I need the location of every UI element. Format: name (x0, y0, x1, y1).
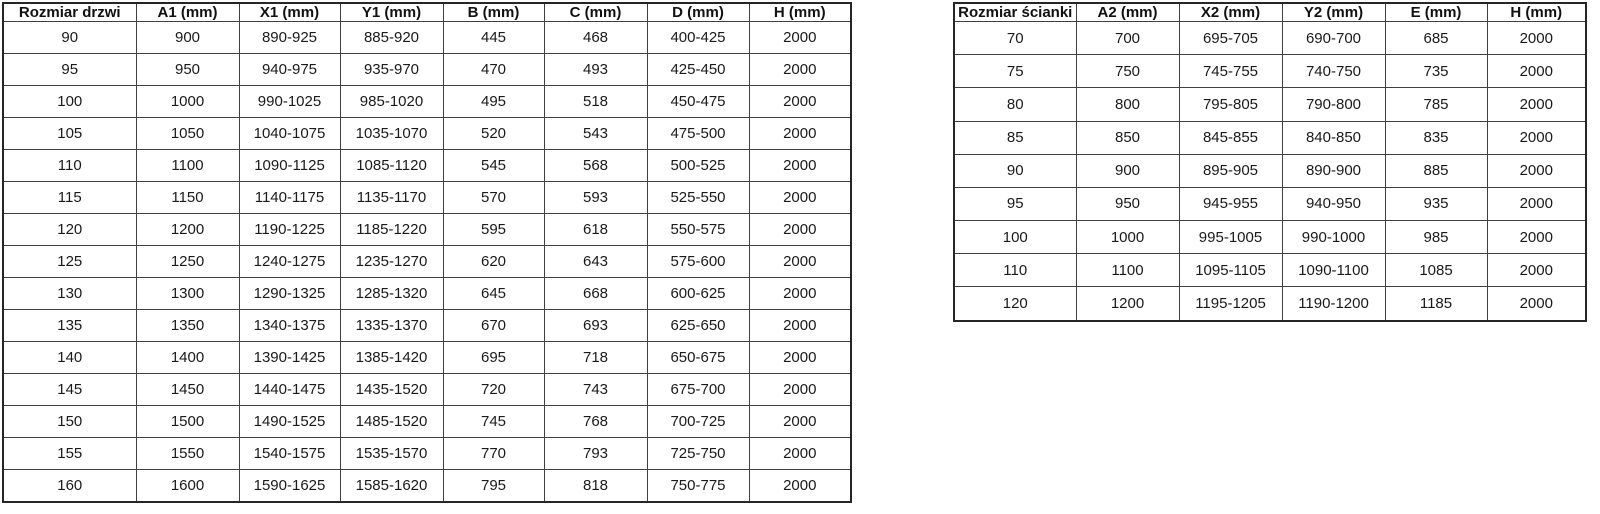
table-row (3, 117, 851, 149)
table-cell: 1440-1475 (239, 373, 340, 405)
table-row (3, 309, 851, 341)
table-cell: 885-920 (340, 22, 443, 54)
column-header: X2 (mm) (1179, 3, 1282, 22)
table-cell: 2000 (749, 277, 851, 309)
table-cell: 115 (3, 181, 136, 213)
table-cell: 935 (1385, 187, 1487, 220)
table-row (3, 53, 851, 85)
table-cell: 935-970 (340, 53, 443, 85)
table-cell: 2000 (749, 437, 851, 469)
table-cell: 1300 (136, 277, 239, 309)
table-cell: 1490-1525 (239, 405, 340, 437)
table-cell: 693 (544, 309, 647, 341)
table-cell: 940-975 (239, 53, 340, 85)
column-header: Y2 (mm) (1282, 3, 1385, 22)
table-cell: 1050 (136, 117, 239, 149)
table-cell: 425-450 (647, 53, 749, 85)
table-cell: 990-1000 (1282, 221, 1385, 254)
table-cell: 2000 (749, 85, 851, 117)
table-cell: 785 (1385, 88, 1487, 121)
table-cell: 985 (1385, 221, 1487, 254)
table-cell: 593 (544, 181, 647, 213)
table-cell: 1540-1575 (239, 437, 340, 469)
table-cell: 2000 (749, 405, 851, 437)
table-cell: 545 (443, 149, 544, 181)
table-cell: 645 (443, 277, 544, 309)
header-row (954, 3, 1586, 22)
column-header: A2 (mm) (1076, 3, 1179, 22)
table-cell: 700 (1076, 22, 1179, 55)
table-cell: 1250 (136, 245, 239, 277)
wall-size-table (953, 2, 1587, 322)
table-cell: 1085 (1385, 254, 1487, 287)
table-row (954, 154, 1586, 187)
table-row (954, 221, 1586, 254)
table-cell: 2000 (1487, 22, 1586, 55)
table-cell: 1600 (136, 469, 239, 502)
door-table-body (3, 22, 851, 503)
table-cell: 900 (1076, 154, 1179, 187)
table-cell: 1200 (1076, 287, 1179, 321)
table-cell: 745 (443, 405, 544, 437)
table-cell: 470 (443, 53, 544, 85)
table-row (3, 277, 851, 309)
table-cell: 1090-1125 (239, 149, 340, 181)
table-cell: 2000 (749, 213, 851, 245)
table-cell: 2000 (1487, 154, 1586, 187)
table-cell: 950 (1076, 187, 1179, 220)
table-cell: 1550 (136, 437, 239, 469)
table-cell: 1000 (1076, 221, 1179, 254)
table-cell: 85 (954, 121, 1076, 154)
table-cell: 1385-1420 (340, 341, 443, 373)
table-cell: 568 (544, 149, 647, 181)
table-cell: 840-850 (1282, 121, 1385, 154)
column-header: H (mm) (1487, 3, 1586, 22)
table-row (3, 181, 851, 213)
table-cell: 1135-1170 (340, 181, 443, 213)
table-cell: 1095-1105 (1179, 254, 1282, 287)
table-row (3, 437, 851, 469)
table-row (954, 55, 1586, 88)
table-cell: 643 (544, 245, 647, 277)
table-cell: 1535-1570 (340, 437, 443, 469)
table-cell: 990-1025 (239, 85, 340, 117)
table-cell: 2000 (749, 373, 851, 405)
table-cell: 2000 (749, 245, 851, 277)
table-cell: 768 (544, 405, 647, 437)
table-cell: 100 (954, 221, 1076, 254)
column-header: C (mm) (544, 3, 647, 22)
table-cell: 1500 (136, 405, 239, 437)
column-header: B (mm) (443, 3, 544, 22)
table-cell: 1390-1425 (239, 341, 340, 373)
table-cell: 518 (544, 85, 647, 117)
table-cell: 570 (443, 181, 544, 213)
table-cell: 725-750 (647, 437, 749, 469)
table-cell: 695-705 (1179, 22, 1282, 55)
table-cell: 110 (3, 149, 136, 181)
table-row (3, 22, 851, 54)
table-cell: 145 (3, 373, 136, 405)
table-cell: 135 (3, 309, 136, 341)
table-cell: 1100 (1076, 254, 1179, 287)
table-row (3, 341, 851, 373)
table-cell: 1100 (136, 149, 239, 181)
table-cell: 1400 (136, 341, 239, 373)
table-cell: 525-550 (647, 181, 749, 213)
table-cell: 2000 (749, 181, 851, 213)
column-header: E (mm) (1385, 3, 1487, 22)
table-cell: 400-425 (647, 22, 749, 54)
table-cell: 595 (443, 213, 544, 245)
table-row (3, 469, 851, 502)
table-cell: 75 (954, 55, 1076, 88)
table-cell: 495 (443, 85, 544, 117)
table-cell: 720 (443, 373, 544, 405)
table-cell: 1035-1070 (340, 117, 443, 149)
table-cell: 2000 (1487, 187, 1586, 220)
table-cell: 70 (954, 22, 1076, 55)
table-row (954, 88, 1586, 121)
table-row (3, 85, 851, 117)
table-cell: 690-700 (1282, 22, 1385, 55)
table-cell: 475-500 (647, 117, 749, 149)
table-cell: 1450 (136, 373, 239, 405)
table-cell: 493 (544, 53, 647, 85)
table-cell: 125 (3, 245, 136, 277)
table-cell: 575-600 (647, 245, 749, 277)
table-cell: 1190-1200 (1282, 287, 1385, 321)
table-row (3, 149, 851, 181)
table-cell: 1240-1275 (239, 245, 340, 277)
table-cell: 1590-1625 (239, 469, 340, 502)
table-cell: 2000 (749, 469, 851, 502)
wall-table-header (954, 3, 1586, 22)
table-cell: 2000 (749, 149, 851, 181)
table-cell: 1085-1120 (340, 149, 443, 181)
table-cell: 1290-1325 (239, 277, 340, 309)
table-row (954, 121, 1586, 154)
table-cell: 700-725 (647, 405, 749, 437)
table-cell: 750 (1076, 55, 1179, 88)
table-row (3, 245, 851, 277)
table-cell: 1090-1100 (1282, 254, 1385, 287)
table-cell: 2000 (749, 22, 851, 54)
table-cell: 155 (3, 437, 136, 469)
table-cell: 740-750 (1282, 55, 1385, 88)
table-cell: 1200 (136, 213, 239, 245)
table-cell: 850 (1076, 121, 1179, 154)
table-cell: 95 (3, 53, 136, 85)
table-cell: 790-800 (1282, 88, 1385, 121)
table-cell: 995-1005 (1179, 221, 1282, 254)
table-cell: 1190-1225 (239, 213, 340, 245)
table-cell: 1485-1520 (340, 405, 443, 437)
column-header: X1 (mm) (239, 3, 340, 22)
table-cell: 2000 (749, 309, 851, 341)
table-cell: 2000 (749, 341, 851, 373)
table-cell: 90 (954, 154, 1076, 187)
table-row (954, 287, 1586, 321)
table-cell: 695 (443, 341, 544, 373)
table-cell: 890-925 (239, 22, 340, 54)
table-cell: 668 (544, 277, 647, 309)
table-cell: 2000 (1487, 55, 1586, 88)
table-cell: 450-475 (647, 85, 749, 117)
table-cell: 105 (3, 117, 136, 149)
table-cell: 80 (954, 88, 1076, 121)
table-cell: 520 (443, 117, 544, 149)
table-cell: 2000 (749, 117, 851, 149)
table-row (3, 213, 851, 245)
column-header: Rozmiar drzwi (3, 3, 136, 22)
column-header: Rozmiar ścianki (954, 3, 1076, 22)
table-cell: 2000 (1487, 287, 1586, 321)
table-cell: 675-700 (647, 373, 749, 405)
table-cell: 1585-1620 (340, 469, 443, 502)
table-cell: 750-775 (647, 469, 749, 502)
table-cell: 95 (954, 187, 1076, 220)
table-cell: 120 (3, 213, 136, 245)
table-cell: 550-575 (647, 213, 749, 245)
table-cell: 543 (544, 117, 647, 149)
table-cell: 1185 (1385, 287, 1487, 321)
table-cell: 985-1020 (340, 85, 443, 117)
table-row (954, 187, 1586, 220)
door-size-table (2, 2, 852, 503)
table-cell: 1350 (136, 309, 239, 341)
table-cell: 1185-1220 (340, 213, 443, 245)
table-cell: 90 (3, 22, 136, 54)
table-cell: 2000 (1487, 88, 1586, 121)
table-cell: 1140-1175 (239, 181, 340, 213)
table-cell: 835 (1385, 121, 1487, 154)
table-cell: 150 (3, 405, 136, 437)
table-cell: 795-805 (1179, 88, 1282, 121)
table-cell: 2000 (1487, 254, 1586, 287)
table-cell: 945-955 (1179, 187, 1282, 220)
table-cell: 795 (443, 469, 544, 502)
table-cell: 1235-1270 (340, 245, 443, 277)
table-cell: 735 (1385, 55, 1487, 88)
table-cell: 2000 (1487, 121, 1586, 154)
table-cell: 770 (443, 437, 544, 469)
table-cell: 1150 (136, 181, 239, 213)
table-row (954, 254, 1586, 287)
table-cell: 600-625 (647, 277, 749, 309)
table-cell: 845-855 (1179, 121, 1282, 154)
table-cell: 900 (136, 22, 239, 54)
table-row (3, 373, 851, 405)
column-header: Y1 (mm) (340, 3, 443, 22)
table-cell: 743 (544, 373, 647, 405)
table-cell: 625-650 (647, 309, 749, 341)
table-cell: 800 (1076, 88, 1179, 121)
table-cell: 793 (544, 437, 647, 469)
table-cell: 1285-1320 (340, 277, 443, 309)
table-cell: 1335-1370 (340, 309, 443, 341)
wall-table-body (954, 22, 1586, 322)
table-cell: 120 (954, 287, 1076, 321)
table-cell: 1195-1205 (1179, 287, 1282, 321)
table-cell: 160 (3, 469, 136, 502)
header-row (3, 3, 851, 22)
table-row (954, 22, 1586, 55)
table-cell: 950 (136, 53, 239, 85)
table-cell: 140 (3, 341, 136, 373)
table-cell: 895-905 (1179, 154, 1282, 187)
table-cell: 100 (3, 85, 136, 117)
table-cell: 890-900 (1282, 154, 1385, 187)
table-cell: 445 (443, 22, 544, 54)
column-header: A1 (mm) (136, 3, 239, 22)
table-cell: 1435-1520 (340, 373, 443, 405)
table-cell: 620 (443, 245, 544, 277)
table-cell: 1340-1375 (239, 309, 340, 341)
table-cell: 1040-1075 (239, 117, 340, 149)
table-cell: 110 (954, 254, 1076, 287)
column-header: D (mm) (647, 3, 749, 22)
table-cell: 618 (544, 213, 647, 245)
table-cell: 745-755 (1179, 55, 1282, 88)
table-row (3, 405, 851, 437)
table-cell: 818 (544, 469, 647, 502)
column-header: H (mm) (749, 3, 851, 22)
table-cell: 130 (3, 277, 136, 309)
table-cell: 718 (544, 341, 647, 373)
table-cell: 468 (544, 22, 647, 54)
table-cell: 2000 (749, 53, 851, 85)
table-cell: 670 (443, 309, 544, 341)
table-cell: 650-675 (647, 341, 749, 373)
table-cell: 885 (1385, 154, 1487, 187)
table-cell: 2000 (1487, 221, 1586, 254)
table-cell: 940-950 (1282, 187, 1385, 220)
table-cell: 500-525 (647, 149, 749, 181)
table-cell: 1000 (136, 85, 239, 117)
table-cell: 685 (1385, 22, 1487, 55)
door-table-header (3, 3, 851, 22)
